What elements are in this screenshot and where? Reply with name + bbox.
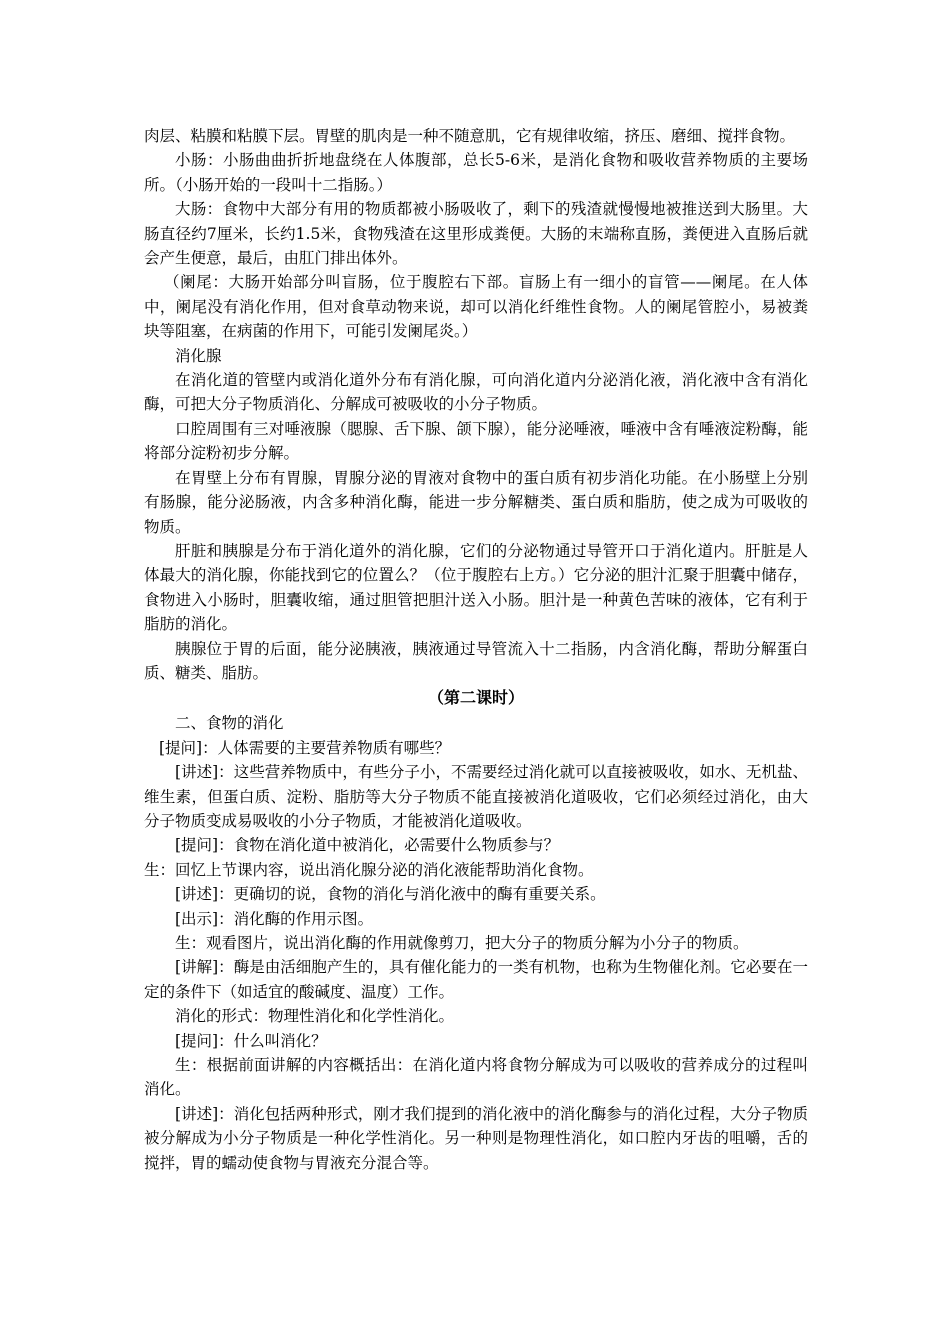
narration-nutrients: [讲述]：这些营养物质中，有些分子小，不需要经过消化就可以直接被吸收，如水、无机盐、维生素，但蛋白质、淀粉、脂肪等大分子物质不能直接被消化道吸收，它们必须经过消化，由大分子物质变成易吸收的小分子物质，才能被消化道吸收。 — [144, 763, 808, 830]
student-answer-recall: 生：回忆上节课内容，说出消化腺分泌的消化液能帮助消化食物。 — [144, 860, 594, 879]
student-answer-definition: 生：根据前面讲解的内容概括出：在消化道内将食物分解成为可以吸收的营养成分的过程叫消化。 — [144, 1056, 808, 1099]
paragraph-small-intestine: 小肠：小肠曲曲折折地盘绕在人体腹部，总长5-6米，是消化食物和吸收营养物质的主要场所。（小肠开始的一段叫十二指肠。） — [144, 151, 808, 194]
section-heading-digestion: 二、食物的消化 — [175, 714, 284, 733]
paragraph-digestive-glands-intro: 在消化道的管壁内或消化道外分布有消化腺，可向消化道内分泌消化液，消化液中含有消化酶，可把大分子物质消化、分解成可被吸收的小分子物质。 — [144, 371, 808, 414]
paragraph-stomach-wall: 肉层、粘膜和粘膜下层。胃壁的肌肉是一种不随意肌，它有规律收缩，挤压、磨细、搅拌食物。 — [144, 127, 796, 145]
paragraph-salivary-glands: 口腔周围有三对唾液腺（腮腺、舌下腺、颌下腺），能分泌唾液，唾液中含有唾液淀粉酶，能将部分淀粉初步分解。 — [144, 419, 808, 463]
question-what-is-digestion: [提问]：什么叫消化？ — [175, 1031, 327, 1050]
question-digestion-substance: [提问]：食物在消化道中被消化，必需要什么物质参与？ — [175, 836, 560, 855]
paragraph-liver: 肝脏和胰腺是分布于消化道外的消化腺，它们的分泌物通过导管开口于消化道内。肝脏是人体最大的消化腺，你能找到它的位置么？（位于腹腔右上方。）它分泌的胆汁汇聚于胆囊中储存，食物进入小肠时，胆囊收缩，通过胆管把胆汁送入小肠。胆汁是一种黄色苦味的液体，它有利于脂肪的消化。 — [144, 541, 808, 634]
explanation-enzyme: [讲解]：酶是由活细胞产生的，具有催化能力的一类有机物，也称为生物催化剂。它必要在一定的条件下（如适宜的酸碱度、温度）工作。 — [144, 958, 808, 1001]
section-heading-digestive-glands: 消化腺 — [175, 346, 222, 365]
paragraph-gastric-glands: 在胃壁上分布有胃腺，胃腺分泌的胃液对食物中的蛋白质有初步消化功能。在小肠壁上分别有肠腺，能分泌肠液，内含多种消化酶，能进一步分解糖类、蛋白质和脂肪，使之成为可吸收的物质。 — [144, 468, 808, 536]
narration-enzymes: [讲述]：更确切的说，食物的消化与消化液中的酶有重要关系。 — [175, 885, 606, 904]
paragraph-pancreas: 胰腺位于胃的后面，能分泌胰液，胰液通过导管流入十二指肠，内含消化酶，帮助分解蛋白质、糖类、脂肪。 — [144, 639, 808, 682]
student-answer-scissors: 生：观看图片，说出消化酶的作用就像剪刀，把大分子的物质分解为小分子的物质。 — [175, 934, 749, 952]
digestion-forms: 消化的形式：物理性消化和化学性消化。 — [175, 1007, 455, 1026]
display-enzyme-diagram: [出示]：消化酶的作用示图。 — [175, 909, 374, 928]
paragraph-large-intestine: 大肠：食物中大部分有用的物质都被小肠吸收了，剩下的残渣就慢慢地被推送到大肠里。大肠直径约7厘米，长约1.5米，食物残渣在这里形成粪便。大肠的末端称直肠，粪便进入直肠后就会产生便意，最后，由肛门排出体外。 — [144, 200, 808, 268]
paragraph-appendix: （阑尾：大肠开始部分叫盲肠，位于腹腔右下部。盲肠上有一细小的盲管——阑尾。在人体中，阑尾没有消化作用，但对食草动物来说，却可以消化纤维性食物。人的阑尾管腔小，易被粪块等阻塞，在病菌的作用下，可能引发阑尾炎。） — [144, 273, 808, 341]
narration-two-forms: [讲述]：消化包括两种形式，刚才我们提到的消化液中的消化酶参与的消化过程，大分子物质被分解成为小分子物质是一种化学性消化。另一种则是物理性消化，如口腔内牙齿的咀嚼，舌的搅拌，胃的蠕动使食物与胃液充分混合等。 — [144, 1104, 808, 1172]
lesson-heading: （第二课时） — [427, 688, 524, 708]
question-nutrients: [提问]：人体需要的主要营养物质有哪些？ — [159, 738, 451, 757]
